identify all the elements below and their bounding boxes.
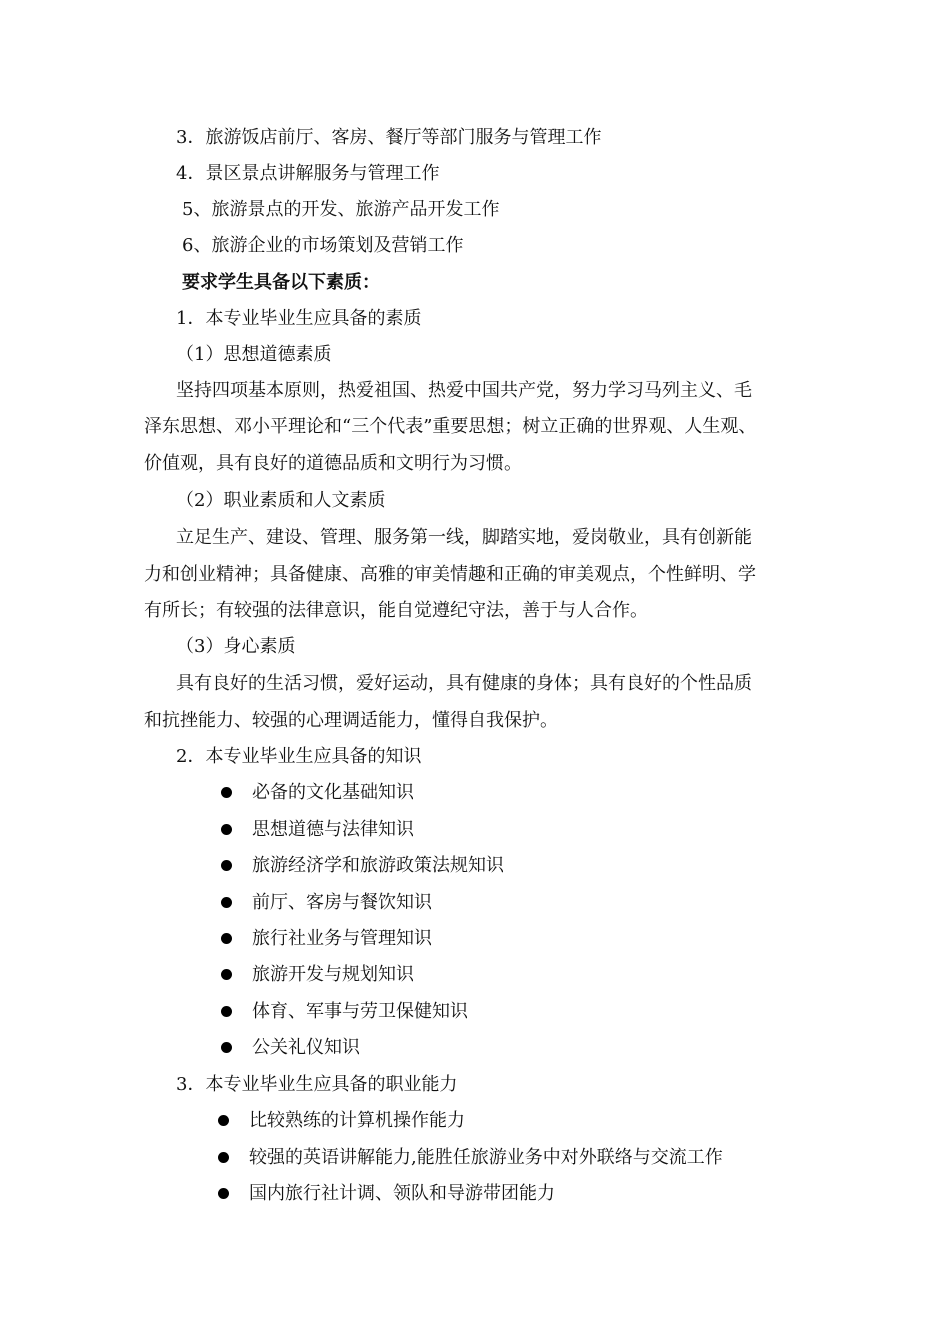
bullet-icon [221,860,232,871]
knowledge-item: 旅游开发与规划知识 [252,964,414,985]
bullet-icon [221,1042,232,1053]
job-item-5: 5、旅游景点的开发、旅游产品开发工作 [182,199,500,220]
knowledge-item: 前厅、客房与餐饮知识 [252,892,432,913]
ability-heading: 3．本专业毕业生应具备的职业能力 [176,1074,458,1095]
professional-text-line-3: 有所长；有较强的法律意识，能自觉遵纪守法，善于与人合作。 [144,600,648,621]
knowledge-item: 必备的文化基础知识 [252,782,414,803]
physical-text-line-1: 具有良好的生活习惯，爱好运动，具有健康的身体；具有良好的个性品质 [176,673,752,694]
moral-text-line-1: 坚持四项基本原则，热爱祖国、热爱中国共产党，努力学习马列主义、毛 [176,380,752,401]
bullet-icon [221,824,232,835]
ability-item: 较强的英语讲解能力,能胜任旅游业务中对外联络与交流工作 [249,1147,723,1168]
bullet-icon [221,969,232,980]
knowledge-item: 旅行社业务与管理知识 [252,928,432,949]
bullet-icon [221,1006,232,1017]
job-item-6: 6、旅游企业的市场策划及营销工作 [182,235,464,256]
bullet-icon [218,1115,229,1126]
requirements-heading: 要求学生具备以下素质： [182,272,380,293]
job-item-4: 4．景区景点讲解服务与管理工作 [176,163,440,184]
professional-text-line-1: 立足生产、建设、管理、服务第一线，脚踏实地，爱岗敬业，具有创新能 [176,527,752,548]
bullet-icon [221,787,232,798]
bullet-icon [221,897,232,908]
professional-text-line-2: 力和创业精神；具备健康、高雅的审美情趣和正确的审美观点，个性鲜明、学 [144,564,756,585]
knowledge-item: 思想道德与法律知识 [252,819,414,840]
qualities-heading: 1．本专业毕业生应具备的素质 [176,308,422,329]
knowledge-item: 旅游经济学和旅游政策法规知识 [252,855,504,876]
moral-heading: （1）思想道德素质 [176,344,332,365]
knowledge-item: 体育、军事与劳卫保健知识 [252,1001,468,1022]
bullet-icon [218,1152,229,1163]
knowledge-heading: 2．本专业毕业生应具备的知识 [176,746,422,767]
physical-heading: （3）身心素质 [176,636,296,657]
moral-text-line-2: 泽东思想、邓小平理论和“三个代表”重要思想；树立正确的世界观、人生观、 [144,416,757,437]
ability-item: 国内旅行社计调、领队和导游带团能力 [249,1183,555,1204]
bullet-icon [218,1188,229,1199]
knowledge-item: 公关礼仪知识 [252,1037,360,1058]
moral-text-line-3: 价值观，具有良好的道德品质和文明行为习惯。 [144,453,522,474]
bullet-icon [221,933,232,944]
job-item-3: 3．旅游饭店前厅、客房、餐厅等部门服务与管理工作 [176,127,602,148]
physical-text-line-2: 和抗挫能力、较强的心理调适能力，懂得自我保护。 [144,710,558,731]
professional-heading: （2）职业素质和人文素质 [176,490,386,511]
ability-item: 比较熟练的计算机操作能力 [249,1110,465,1131]
